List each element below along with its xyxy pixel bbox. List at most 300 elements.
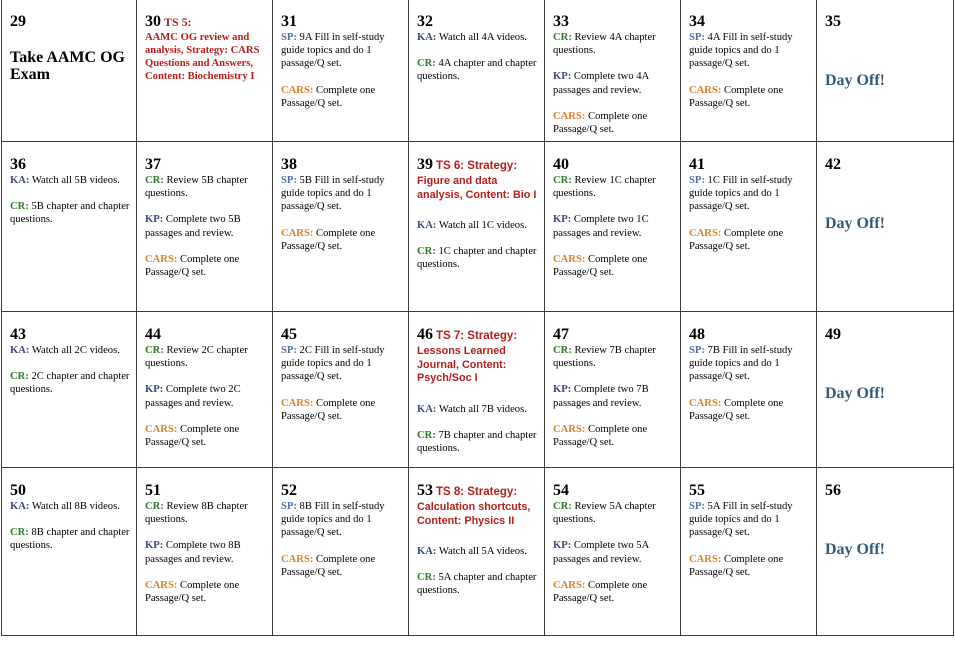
task-description: 8B chapter and chapter questions. — [10, 527, 130, 552]
calendar-week-row — [2, 468, 954, 636]
task-entry — [281, 227, 404, 253]
task-entry — [10, 344, 132, 357]
day-number-line — [281, 13, 404, 31]
task-entry — [689, 31, 812, 71]
calendar-week-row — [2, 142, 954, 312]
task-description: Complete two 8B passages and review. — [145, 540, 241, 565]
day-number-line — [417, 13, 540, 31]
task-description: 2C chapter and chapter questions. — [10, 371, 130, 396]
calendar-day-cell — [137, 312, 273, 468]
task-entry — [145, 539, 268, 565]
task-description: Watch all 4A videos. — [436, 32, 527, 43]
task-description: Complete one Passage/Q set. — [145, 423, 240, 449]
task-category-label: CARS — [145, 579, 174, 591]
label-colon: : — [701, 175, 705, 186]
task-description: Complete two 7B passages and review. — [553, 384, 649, 409]
label-colon: : — [159, 214, 164, 226]
label-colon: : — [701, 32, 705, 43]
day-number-line — [825, 13, 949, 31]
task-description: Complete one Passage/Q set. — [553, 253, 648, 279]
task-entry — [145, 500, 268, 526]
calendar-day-cell — [817, 312, 954, 468]
label-colon: : — [717, 397, 722, 409]
test-strategy-label: TS 7: Strategy: — [436, 330, 518, 342]
day-number-line — [145, 156, 268, 174]
task-description: Review 7B chapter questions. — [553, 345, 656, 370]
task-description: Review 4A chapter questions. — [553, 32, 656, 57]
calendar-day-cell — [409, 312, 545, 468]
task-entry — [553, 423, 676, 449]
calendar-day-cell — [817, 0, 954, 142]
task-entry — [417, 429, 540, 455]
day-number-line — [281, 482, 404, 500]
calendar-day-cell — [545, 312, 681, 468]
task-category-label: CARS — [553, 253, 582, 265]
test-strategy-topic: Calculation shortcuts, Content: Physics II — [417, 501, 531, 527]
day-number: 52 — [281, 482, 297, 499]
label-colon: : — [432, 403, 437, 415]
label-colon: : — [717, 227, 722, 239]
task-description: Watch all 5A videos. — [436, 546, 527, 557]
label-colon: : — [293, 175, 297, 186]
label-colon: : — [159, 384, 164, 396]
calendar-day-cell — [545, 142, 681, 312]
task-description: Complete two 1C passages and review. — [553, 214, 649, 239]
task-entry — [145, 383, 268, 409]
task-entry — [10, 370, 132, 396]
task-entry — [689, 227, 812, 253]
day-number: 43 — [10, 326, 26, 343]
task-description: Complete one Passage/Q set. — [689, 227, 784, 252]
task-entry — [145, 213, 268, 239]
day-number: 32 — [417, 13, 433, 30]
calendar-day-cell — [409, 0, 545, 142]
task-description: Review 5A chapter questions. — [553, 501, 656, 526]
task-category-label: CARS — [553, 579, 582, 591]
task-description: Complete one Passage/Q set. — [281, 84, 376, 109]
task-entry — [281, 31, 404, 71]
task-category-label: CARS — [281, 227, 310, 239]
task-description: 7B chapter and chapter questions. — [417, 429, 537, 454]
task-description: Complete one Passage/Q set. — [281, 397, 376, 422]
task-entry — [553, 579, 676, 605]
label-colon: : — [581, 110, 586, 122]
task-entry — [10, 200, 132, 226]
label-colon: : — [160, 501, 164, 512]
task-category-label: CARS — [689, 397, 718, 409]
test-strategy-topic: AAMC OG review and analysis, Strategy: CARS Questions and Answers, Content: Biochemistry I — [145, 32, 260, 82]
day-number: 49 — [825, 326, 841, 343]
task-entry — [553, 174, 676, 200]
task-category-label: CR — [10, 201, 26, 213]
day-off-label: Day Off! — [825, 541, 885, 558]
label-colon: : — [432, 546, 437, 557]
day-number-line — [553, 13, 676, 31]
task-category-label: KP — [553, 384, 568, 396]
task-category-label: KA — [10, 501, 26, 512]
task-category-label: SP — [689, 501, 702, 512]
task-category-label: CARS — [281, 553, 310, 565]
task-description: Watch all 8B videos. — [29, 501, 120, 512]
day-number-line — [145, 482, 268, 500]
task-description: Watch all 2C videos. — [29, 345, 120, 356]
day-number-line — [10, 482, 132, 500]
task-category-label: KP — [553, 214, 568, 226]
day-number: 31 — [281, 13, 297, 30]
task-category-label: CR — [417, 572, 433, 584]
day-number: 47 — [553, 326, 569, 343]
calendar-day-cell — [681, 312, 817, 468]
label-colon: : — [25, 527, 29, 539]
label-colon: : — [173, 253, 178, 265]
test-strategy-topic: Figure and data analysis, Content: Bio I — [417, 175, 537, 201]
calendar-day-cell — [273, 0, 409, 142]
label-colon: : — [160, 345, 164, 356]
label-colon: : — [568, 501, 572, 512]
task-entry — [553, 539, 676, 565]
task-entry — [553, 344, 676, 370]
task-description: Complete one Passage/Q set. — [281, 227, 376, 252]
task-entry — [689, 553, 812, 579]
task-category-label: CR — [417, 58, 433, 70]
label-colon: : — [309, 553, 314, 565]
day-number-line — [417, 326, 540, 345]
label-colon: : — [309, 84, 314, 96]
task-description: Complete one Passage/Q set. — [145, 579, 240, 605]
task-entry — [417, 31, 540, 44]
label-colon: : — [432, 429, 436, 441]
day-number: 41 — [689, 156, 705, 173]
label-colon: : — [309, 227, 314, 239]
day-number-line — [689, 156, 812, 174]
label-colon: : — [567, 540, 572, 552]
task-entry — [145, 174, 268, 200]
day-number: 55 — [689, 482, 705, 499]
task-category-label: KP — [145, 540, 160, 552]
task-category-label: KA — [417, 546, 433, 557]
task-entry — [281, 397, 404, 423]
task-description: 4A chapter and chapter questions. — [417, 58, 537, 83]
task-description: 1C chapter and chapter questions. — [417, 246, 537, 271]
task-entry — [417, 403, 540, 416]
day-number-line — [145, 326, 268, 344]
label-colon: : — [432, 572, 436, 584]
task-description: Review 5B chapter questions. — [145, 175, 248, 200]
calendar-day-cell — [817, 142, 954, 312]
task-entry — [553, 70, 676, 96]
task-category-label: CARS — [689, 553, 718, 565]
task-entry — [689, 397, 812, 423]
task-entry — [417, 545, 540, 558]
calendar-day-cell — [545, 0, 681, 142]
task-description: Watch all 1C videos. — [436, 220, 527, 231]
day-number: 44 — [145, 326, 161, 343]
label-colon: : — [567, 214, 572, 226]
task-description: 2C Fill in self-study guide topics and do 1 passage/Q set. — [281, 345, 385, 383]
calendar-day-cell — [2, 468, 137, 636]
test-strategy-label: TS 8: Strategy: — [436, 486, 518, 498]
label-colon: : — [160, 175, 164, 186]
calendar-day-cell — [273, 312, 409, 468]
test-strategy-label: TS 6: Strategy: — [436, 160, 518, 172]
day-number-line — [10, 326, 132, 344]
calendar-day-cell — [545, 468, 681, 636]
day-off-label: Day Off! — [825, 385, 885, 402]
task-entry — [145, 344, 268, 370]
day-off-label: Day Off! — [825, 72, 885, 89]
day-number-line — [553, 482, 676, 500]
task-category-label: CARS — [145, 423, 174, 435]
task-description: Complete two 2C passages and review. — [145, 384, 241, 409]
day-number-line — [553, 156, 676, 174]
test-strategy-label: TS 5: — [164, 15, 192, 29]
label-colon: : — [293, 32, 297, 43]
task-description: 4A Fill in self-study guide topics and do 1 passage/Q set. — [689, 32, 793, 70]
label-colon: : — [25, 371, 29, 383]
task-entry — [417, 57, 540, 83]
task-entry — [10, 500, 132, 513]
task-category-label: SP — [281, 345, 294, 356]
calendar-day-cell — [137, 0, 273, 142]
day-number: 34 — [689, 13, 705, 30]
task-description: Complete one Passage/Q set. — [281, 553, 376, 578]
day-number: 45 — [281, 326, 297, 343]
day-number-line — [281, 326, 404, 344]
task-category-label: CR — [553, 32, 569, 43]
task-category-label: KA — [10, 345, 26, 356]
task-entry — [553, 500, 676, 526]
task-category-label: KA — [10, 175, 26, 186]
task-category-label: CR — [10, 527, 26, 539]
day-number: 48 — [689, 326, 705, 343]
task-entry — [417, 219, 540, 232]
label-colon: : — [293, 345, 297, 356]
day-number: 37 — [145, 156, 161, 173]
task-entry — [553, 110, 676, 136]
calendar-week-row — [2, 312, 954, 468]
task-entry — [10, 526, 132, 552]
day-number-line — [281, 156, 404, 174]
task-description: 5B chapter and chapter questions. — [10, 201, 130, 226]
day-number: 40 — [553, 156, 569, 173]
label-colon: : — [568, 345, 572, 356]
task-description: 5A Fill in self-study guide topics and do 1 passage/Q set. — [689, 501, 793, 539]
task-entry — [145, 423, 268, 449]
calendar-day-cell — [681, 142, 817, 312]
label-colon: : — [701, 501, 705, 512]
day-number: 35 — [825, 13, 841, 30]
day-number: 36 — [10, 156, 26, 173]
label-colon: : — [568, 175, 572, 186]
day-number-line — [825, 326, 949, 344]
label-colon: : — [293, 501, 297, 512]
task-category-label: SP — [281, 501, 294, 512]
task-category-label: CR — [10, 371, 26, 383]
calendar-day-cell — [2, 312, 137, 468]
day-number-line — [689, 13, 812, 31]
day-number: 42 — [825, 156, 841, 173]
day-number: 56 — [825, 482, 841, 499]
task-description: 5A chapter and chapter questions. — [417, 572, 537, 597]
calendar-day-cell — [2, 0, 137, 142]
task-entry — [145, 579, 268, 605]
task-category-label: SP — [281, 175, 294, 186]
task-entry — [145, 253, 268, 279]
label-colon: : — [701, 345, 705, 356]
task-category-label: CR — [417, 429, 433, 441]
task-entry — [689, 174, 812, 214]
task-entry — [281, 500, 404, 540]
task-entry — [281, 553, 404, 579]
task-description: 8B Fill in self-study guide topics and do 1 passage/Q set. — [281, 501, 385, 539]
calendar-day-cell — [273, 142, 409, 312]
label-colon: : — [309, 397, 314, 409]
task-description: Complete two 4A passages and review. — [553, 71, 649, 96]
task-category-label: SP — [281, 32, 294, 43]
task-description: Complete one Passage/Q set. — [689, 397, 784, 422]
calendar-day-cell — [817, 468, 954, 636]
calendar-grid — [1, 0, 954, 636]
label-colon: : — [567, 384, 572, 396]
task-entry — [689, 500, 812, 540]
day-number: 30 — [145, 13, 161, 30]
task-description: Complete one Passage/Q set. — [553, 110, 648, 136]
label-colon: : — [568, 32, 572, 43]
calendar-day-cell — [273, 468, 409, 636]
day-number: 33 — [553, 13, 569, 30]
task-entry — [553, 383, 676, 409]
task-description: 1C Fill in self-study guide topics and do 1 passage/Q set. — [689, 175, 793, 213]
task-description: Complete two 5A passages and review. — [553, 540, 649, 565]
day-off-label: Day Off! — [825, 215, 885, 232]
label-colon: : — [25, 345, 30, 356]
day-number: 51 — [145, 482, 161, 499]
task-entry — [417, 571, 540, 597]
day-number-line — [553, 326, 676, 344]
task-category-label: CR — [553, 175, 569, 186]
task-category-label: SP — [689, 345, 702, 356]
task-entry — [417, 245, 540, 271]
task-description: Review 2C chapter questions. — [145, 345, 248, 370]
day-number-line — [417, 156, 540, 175]
task-description: Complete one Passage/Q set. — [145, 253, 240, 279]
label-colon: : — [173, 423, 178, 435]
test-strategy-topic: Lessons Learned Journal, Content: Psych/Soc I — [417, 345, 507, 384]
label-colon: : — [432, 220, 437, 231]
day-number-line — [10, 156, 132, 174]
day-number-line — [10, 13, 132, 31]
calendar-day-cell — [409, 142, 545, 312]
task-description: Complete one Passage/Q set. — [689, 84, 784, 109]
calendar-day-cell — [137, 468, 273, 636]
calendar-week-row — [2, 0, 954, 142]
task-category-label: CARS — [281, 84, 310, 96]
task-category-label: CR — [145, 345, 161, 356]
task-description: Watch all 5B videos. — [29, 175, 120, 186]
label-colon: : — [25, 201, 29, 213]
label-colon: : — [159, 540, 164, 552]
task-category-label: CR — [553, 345, 569, 356]
label-colon: : — [25, 501, 30, 512]
task-entry — [553, 253, 676, 279]
label-colon: : — [581, 253, 586, 265]
label-colon: : — [25, 175, 30, 186]
task-description: 9A Fill in self-study guide topics and do 1 passage/Q set. — [281, 32, 385, 70]
label-colon: : — [567, 71, 572, 83]
exam-title: Take AAMC OG Exam — [10, 49, 125, 83]
task-category-label: CR — [417, 246, 433, 258]
task-category-label: KP — [145, 384, 160, 396]
label-colon: : — [581, 423, 586, 435]
label-colon: : — [432, 32, 437, 43]
task-category-label: KP — [553, 71, 568, 83]
task-description: Complete two 5B passages and review. — [145, 214, 241, 239]
task-description: Complete one Passage/Q set. — [553, 579, 648, 605]
task-entry — [281, 174, 404, 214]
task-category-label: KP — [145, 214, 160, 226]
task-category-label: CARS — [689, 227, 718, 239]
task-category-label: SP — [689, 175, 702, 186]
task-category-label: CR — [145, 175, 161, 186]
label-colon: : — [717, 84, 722, 96]
day-number-line — [417, 482, 540, 501]
label-colon: : — [432, 58, 436, 70]
task-description: Review 1C chapter questions. — [553, 175, 656, 200]
day-number-line — [825, 156, 949, 174]
task-entry — [10, 174, 132, 187]
task-description: Watch all 7B videos. — [436, 403, 527, 415]
day-number: 53 — [417, 482, 433, 499]
task-category-label: KA — [417, 403, 433, 415]
task-category-label: CARS — [145, 253, 174, 265]
task-description: Complete one Passage/Q set. — [553, 423, 648, 449]
task-category-label: SP — [689, 32, 702, 43]
calendar-day-cell — [681, 0, 817, 142]
label-colon: : — [581, 579, 586, 591]
task-category-label: CARS — [553, 110, 582, 122]
task-category-label: CR — [553, 501, 569, 512]
task-description: Complete one Passage/Q set. — [689, 553, 784, 578]
day-number: 39 — [417, 156, 433, 173]
day-number-line — [689, 326, 812, 344]
task-category-label: CARS — [689, 84, 718, 96]
task-description: 7B Fill in self-study guide topics and do 1 passage/Q set. — [689, 345, 793, 383]
day-number-line — [825, 482, 949, 500]
day-number: 38 — [281, 156, 297, 173]
day-number: 50 — [10, 482, 26, 499]
calendar-day-cell — [409, 468, 545, 636]
task-entry — [553, 31, 676, 57]
calendar-day-cell — [2, 142, 137, 312]
day-number-line — [689, 482, 812, 500]
task-category-label: CARS — [553, 423, 582, 435]
task-category-label: KP — [553, 540, 568, 552]
task-category-label: KA — [417, 220, 433, 231]
label-colon: : — [432, 246, 436, 258]
task-entry — [281, 84, 404, 110]
task-entry — [689, 344, 812, 384]
task-category-label: KA — [417, 32, 433, 43]
day-number: 46 — [417, 326, 433, 343]
task-category-label: CARS — [281, 397, 310, 409]
task-description: 5B Fill in self-study guide topics and do 1 passage/Q set. — [281, 175, 385, 213]
calendar-day-cell — [137, 142, 273, 312]
task-description: Review 8B chapter questions. — [145, 501, 248, 526]
label-colon: : — [717, 553, 722, 565]
day-number-line — [145, 13, 268, 31]
task-category-label: CR — [145, 501, 161, 512]
task-entry — [281, 344, 404, 384]
